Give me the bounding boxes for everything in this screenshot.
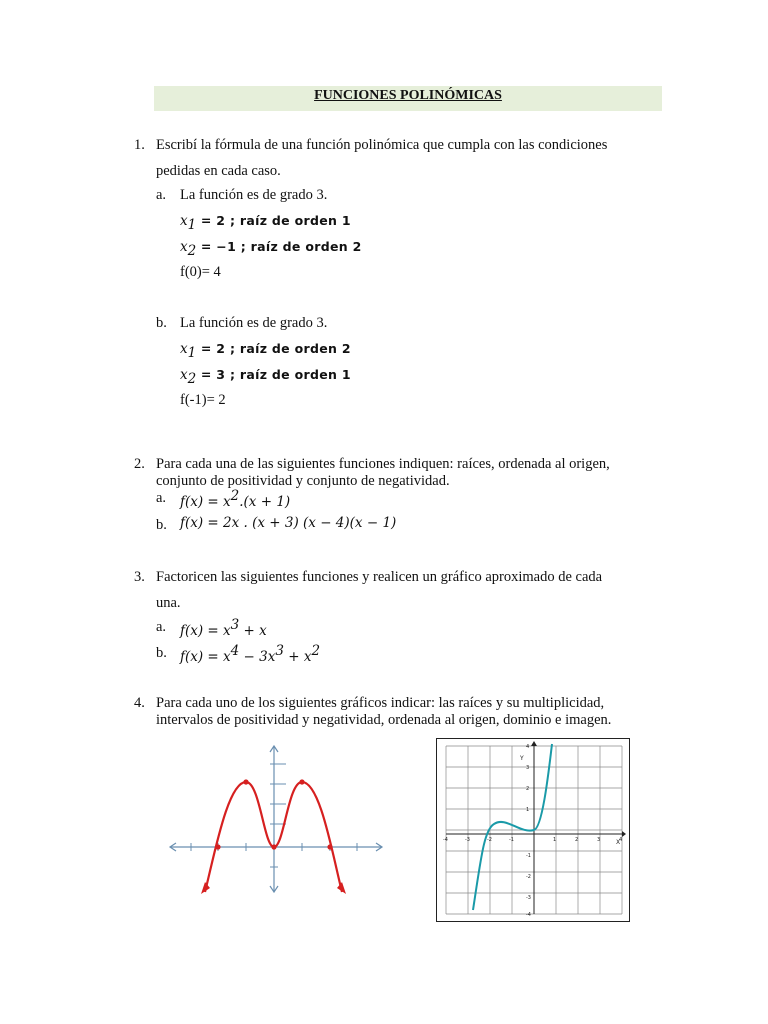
q3-number: 3. xyxy=(134,569,145,585)
graph2-x-tick-label: -1 xyxy=(509,837,514,843)
page-title: FUNCIONES POLINÓMICAS xyxy=(314,88,502,103)
graph2-y-tick-label: 4 xyxy=(526,744,530,750)
q1-line1: Escribí la fórmula de una función polinómica que cumpla con las condiciones xyxy=(156,137,608,153)
q1b-root2: $x_2 = 3$ ; raíz de orden 1 xyxy=(180,367,351,387)
q2a-expression: $f(x) = x^2.(x + 1)$ xyxy=(180,488,291,510)
q3a-label: a. xyxy=(156,619,167,635)
graph2-x-tick-label: 4 xyxy=(619,837,623,843)
q3b-expression: $f(x) = x^4 - 3x^3 + x^2$ xyxy=(180,643,321,665)
q1-line2: pedidas en cada caso. xyxy=(156,163,281,179)
graph1-max-right xyxy=(299,779,304,784)
graph1-arrow-right xyxy=(337,882,346,894)
graph2-x-label: X xyxy=(616,839,621,846)
q4-line2: intervalos de positividad y negatividad, ordenada al origen, dominio e imagen. xyxy=(156,712,612,728)
q2-line2: conjunto de positividad y conjunto de negatividad. xyxy=(156,473,450,489)
graph2-y-tick-label: -3 xyxy=(526,895,531,901)
graph2-y-tick-label: -1 xyxy=(526,853,531,859)
graph1-root-origin xyxy=(271,844,276,849)
q3a-expression: $f(x) = x^3 + x$ xyxy=(180,617,267,639)
q2-line1: Para cada una de las siguientes funciones indiquen: raíces, ordenada al origen, xyxy=(156,456,610,472)
q1a-text: La función es de grado 3. xyxy=(180,187,328,203)
q1b-label: b. xyxy=(156,315,167,331)
graph2-y-tick-label: -4 xyxy=(526,912,531,918)
q2b-expression: f(x) = 2x . (x + 3) (x − 4)(x − 1) xyxy=(180,515,397,531)
graph1-max-left xyxy=(243,779,248,784)
q1b-root1: $x_1 = 2$ ; raíz de orden 2 xyxy=(180,341,351,361)
graph2-y-tick-label: 2 xyxy=(526,786,530,792)
graph-2 xyxy=(436,738,630,922)
q1b-text: La función es de grado 3. xyxy=(180,315,328,331)
q1a-root2: $x_2 = -1$ ; raíz de orden 2 xyxy=(180,239,362,259)
graph2-y-tick-label: -2 xyxy=(526,874,531,880)
graph1-arrow-left xyxy=(201,882,210,894)
q1b-value: f(-1)= 2 xyxy=(180,392,226,408)
graph2-x-tick-label: 1 xyxy=(553,837,557,843)
graph2-x-tick-label: -3 xyxy=(465,837,470,843)
q1a-label: a. xyxy=(156,187,167,203)
q1a-value: f(0)= 4 xyxy=(180,264,221,280)
q3b-label: b. xyxy=(156,645,167,661)
q1-number: 1. xyxy=(134,137,145,153)
q3-line2: una. xyxy=(156,595,181,611)
graph2-x-tick-label: -2 xyxy=(487,837,492,843)
q1a-root1: $x_1 = 2$ ; raíz de orden 1 xyxy=(180,213,351,233)
graph1-root-right xyxy=(327,844,332,849)
graph-1 xyxy=(160,742,390,902)
q2-number: 2. xyxy=(134,456,145,472)
graph2-y-tick-label: 1 xyxy=(526,807,530,813)
q2b-label: b. xyxy=(156,517,167,533)
q3-line1: Factoricen las siguientes funciones y realicen un gráfico aproximado de cada xyxy=(156,569,603,585)
q2a-label: a. xyxy=(156,490,167,506)
q4-number: 4. xyxy=(134,695,145,711)
graph1-root-left xyxy=(215,844,220,849)
graph2-x-tick-label: 3 xyxy=(597,837,601,843)
graph2-y-label: Y xyxy=(520,755,524,762)
q4-line1: Para cada uno de los siguientes gráficos indicar: las raíces y su multiplicidad, xyxy=(156,695,605,711)
graph2-x-tick-label: -4 xyxy=(443,837,448,843)
graph2-x-tick-label: 2 xyxy=(575,837,579,843)
graph2-y-tick-label: 3 xyxy=(526,765,530,771)
graph1-y-ticks xyxy=(270,764,286,867)
